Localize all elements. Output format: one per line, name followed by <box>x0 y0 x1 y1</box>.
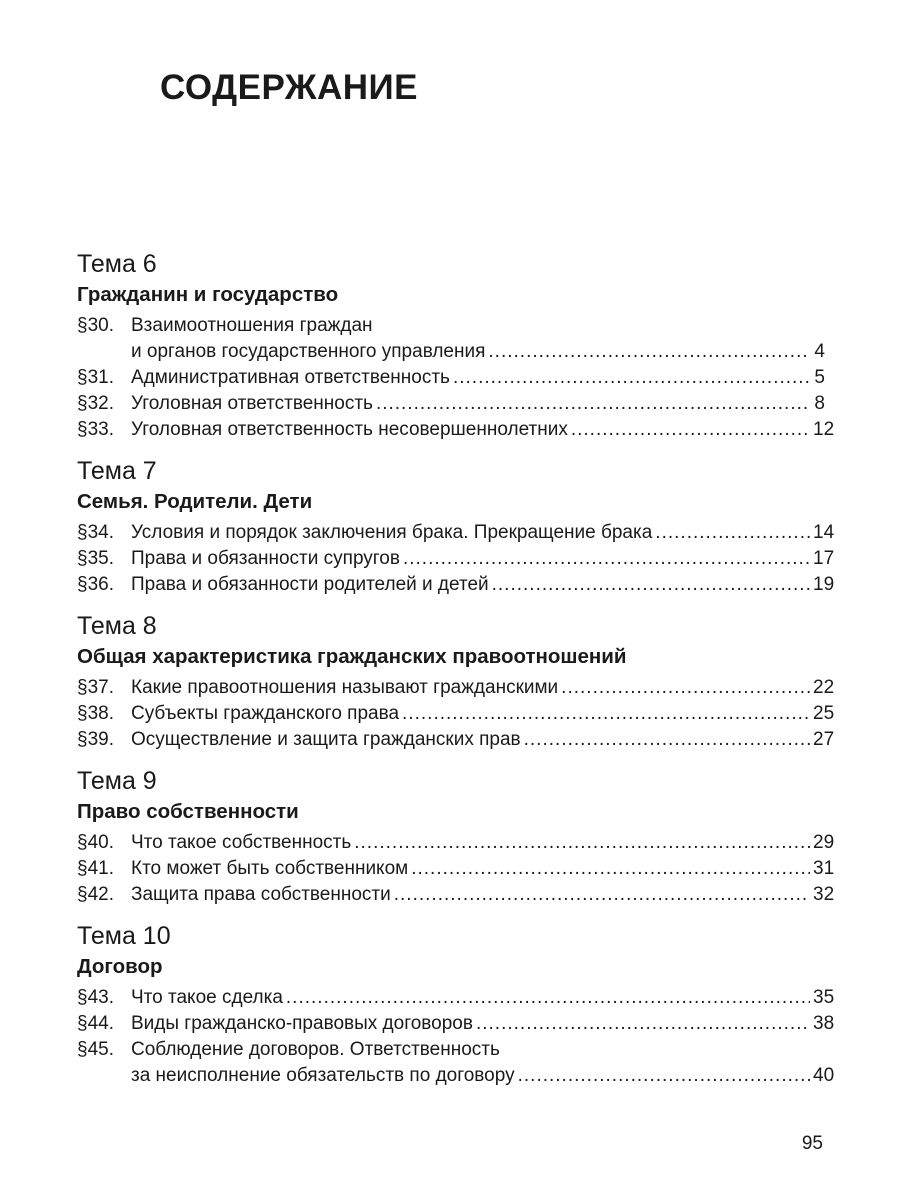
page-title: СОДЕРЖАНИЕ <box>160 68 419 107</box>
paragraph-number: §44. <box>77 1013 114 1034</box>
paragraph-number: §38. <box>77 703 114 724</box>
dot-leader <box>655 520 810 546</box>
page-number: 95 <box>801 1133 823 1154</box>
entry-title: Виды гражданско-правовых договоров <box>131 1013 473 1034</box>
toc-entry[interactable] <box>77 701 835 727</box>
page-ref: 12 <box>813 419 835 440</box>
toc-section <box>77 919 835 1089</box>
dot-leader <box>476 1011 810 1037</box>
page-ref: 27 <box>813 729 835 750</box>
page-ref: 19 <box>813 574 835 595</box>
theme-number: Тема 6 <box>77 250 157 278</box>
entry-title: Что такое собственность <box>131 832 352 853</box>
page-ref: 29 <box>813 832 835 853</box>
page-ref: 22 <box>813 677 835 698</box>
toc-entry[interactable] <box>77 572 835 598</box>
entry-title: и органов государственного управления <box>131 341 486 362</box>
entry-title: Соблюдение договоров. Ответственность <box>131 1039 500 1060</box>
entry-title: Кто может быть собственником <box>131 858 409 879</box>
toc-entry[interactable] <box>77 830 835 856</box>
toc-entry[interactable] <box>77 856 835 882</box>
toc-entry[interactable] <box>77 546 835 572</box>
toc-entry[interactable] <box>77 313 825 365</box>
dot-leader <box>376 391 810 417</box>
entry-title: Права и обязанности супругов <box>131 548 400 569</box>
paragraph-number: §45. <box>77 1039 114 1060</box>
entry-title: Уголовная ответственность <box>131 393 373 414</box>
dot-leader <box>524 727 810 753</box>
entry-title: за неисполнение обязательств по договору <box>131 1065 515 1086</box>
toc-section <box>77 764 835 908</box>
entry-title: Субъекты гражданского права <box>131 703 400 724</box>
paragraph-number: §33. <box>77 419 114 440</box>
entry-title: Осуществление и защита гражданских прав <box>131 729 521 750</box>
paragraph-number: §34. <box>77 522 114 543</box>
entry-title: Защита права собственности <box>131 884 391 905</box>
dot-leader <box>403 546 810 572</box>
paragraph-number: §43. <box>77 987 114 1008</box>
entry-title: Взаимоотношения граждан <box>131 315 373 336</box>
theme-title: Семья. Родители. Дети <box>77 490 313 513</box>
theme-number: Тема 8 <box>77 612 157 640</box>
page-ref: 5 <box>814 367 825 388</box>
paragraph-number: §36. <box>77 574 114 595</box>
dot-leader <box>492 572 810 598</box>
page-ref: 17 <box>813 548 835 569</box>
toc-entry[interactable] <box>77 882 835 908</box>
page-ref: 8 <box>814 393 825 414</box>
dot-leader <box>561 675 810 701</box>
entry-title: Уголовная ответственность несовершеннолетних <box>131 419 568 440</box>
dot-leader <box>411 856 810 882</box>
entry-title: Что такое сделка <box>131 987 283 1008</box>
dot-leader <box>402 701 810 727</box>
paragraph-number: §30. <box>77 315 114 336</box>
paragraph-number: §35. <box>77 548 114 569</box>
toc-entry[interactable] <box>77 391 825 417</box>
dot-leader <box>453 365 810 391</box>
page-ref: 25 <box>813 703 835 724</box>
page-ref: 35 <box>813 987 835 1008</box>
page-ref: 14 <box>813 522 835 543</box>
theme-title: Договор <box>77 955 163 978</box>
toc-entry[interactable] <box>77 1011 835 1037</box>
paragraph-number: §41. <box>77 858 114 879</box>
toc-entry[interactable] <box>77 520 835 546</box>
page-ref: 4 <box>814 341 825 362</box>
table-of-contents <box>77 247 835 1100</box>
toc-section <box>77 609 835 753</box>
paragraph-number: §40. <box>77 832 114 853</box>
toc-entry[interactable] <box>77 727 835 753</box>
dot-leader <box>571 417 810 443</box>
page-ref: 38 <box>813 1013 835 1034</box>
page-ref: 31 <box>813 858 835 879</box>
paragraph-number: §42. <box>77 884 114 905</box>
dot-leader <box>286 985 810 1011</box>
theme-number: Тема 7 <box>77 457 157 485</box>
dot-leader <box>518 1063 810 1089</box>
paragraph-number: §39. <box>77 729 114 750</box>
toc-entry[interactable] <box>77 365 825 391</box>
theme-number: Тема 10 <box>77 922 171 950</box>
toc-entry[interactable] <box>77 985 835 1011</box>
page-ref: 40 <box>813 1065 835 1086</box>
toc-entry[interactable] <box>77 417 835 443</box>
entry-title: Права и обязанности родителей и детей <box>131 574 489 595</box>
theme-title: Гражданин и государство <box>77 283 339 306</box>
entry-title: Условия и порядок заключения брака. Прекращение брака <box>131 522 653 543</box>
entry-title: Административная ответственность <box>131 367 450 388</box>
theme-number: Тема 9 <box>77 767 157 795</box>
toc-entry[interactable] <box>77 675 835 701</box>
toc-section <box>77 454 835 598</box>
dot-leader <box>488 339 810 365</box>
paragraph-number: §37. <box>77 677 114 698</box>
page-ref: 32 <box>813 884 835 905</box>
dot-leader <box>394 882 810 908</box>
entry-title: Какие правоотношения называют гражданскими <box>131 677 559 698</box>
toc-section <box>77 247 835 443</box>
theme-title: Общая характеристика гражданских правоотношений <box>77 645 627 668</box>
paragraph-number: §32. <box>77 393 114 414</box>
paragraph-number: §31. <box>77 367 114 388</box>
theme-title: Право собственности <box>77 800 299 823</box>
toc-entry[interactable] <box>77 1037 835 1089</box>
dot-leader <box>354 830 810 856</box>
